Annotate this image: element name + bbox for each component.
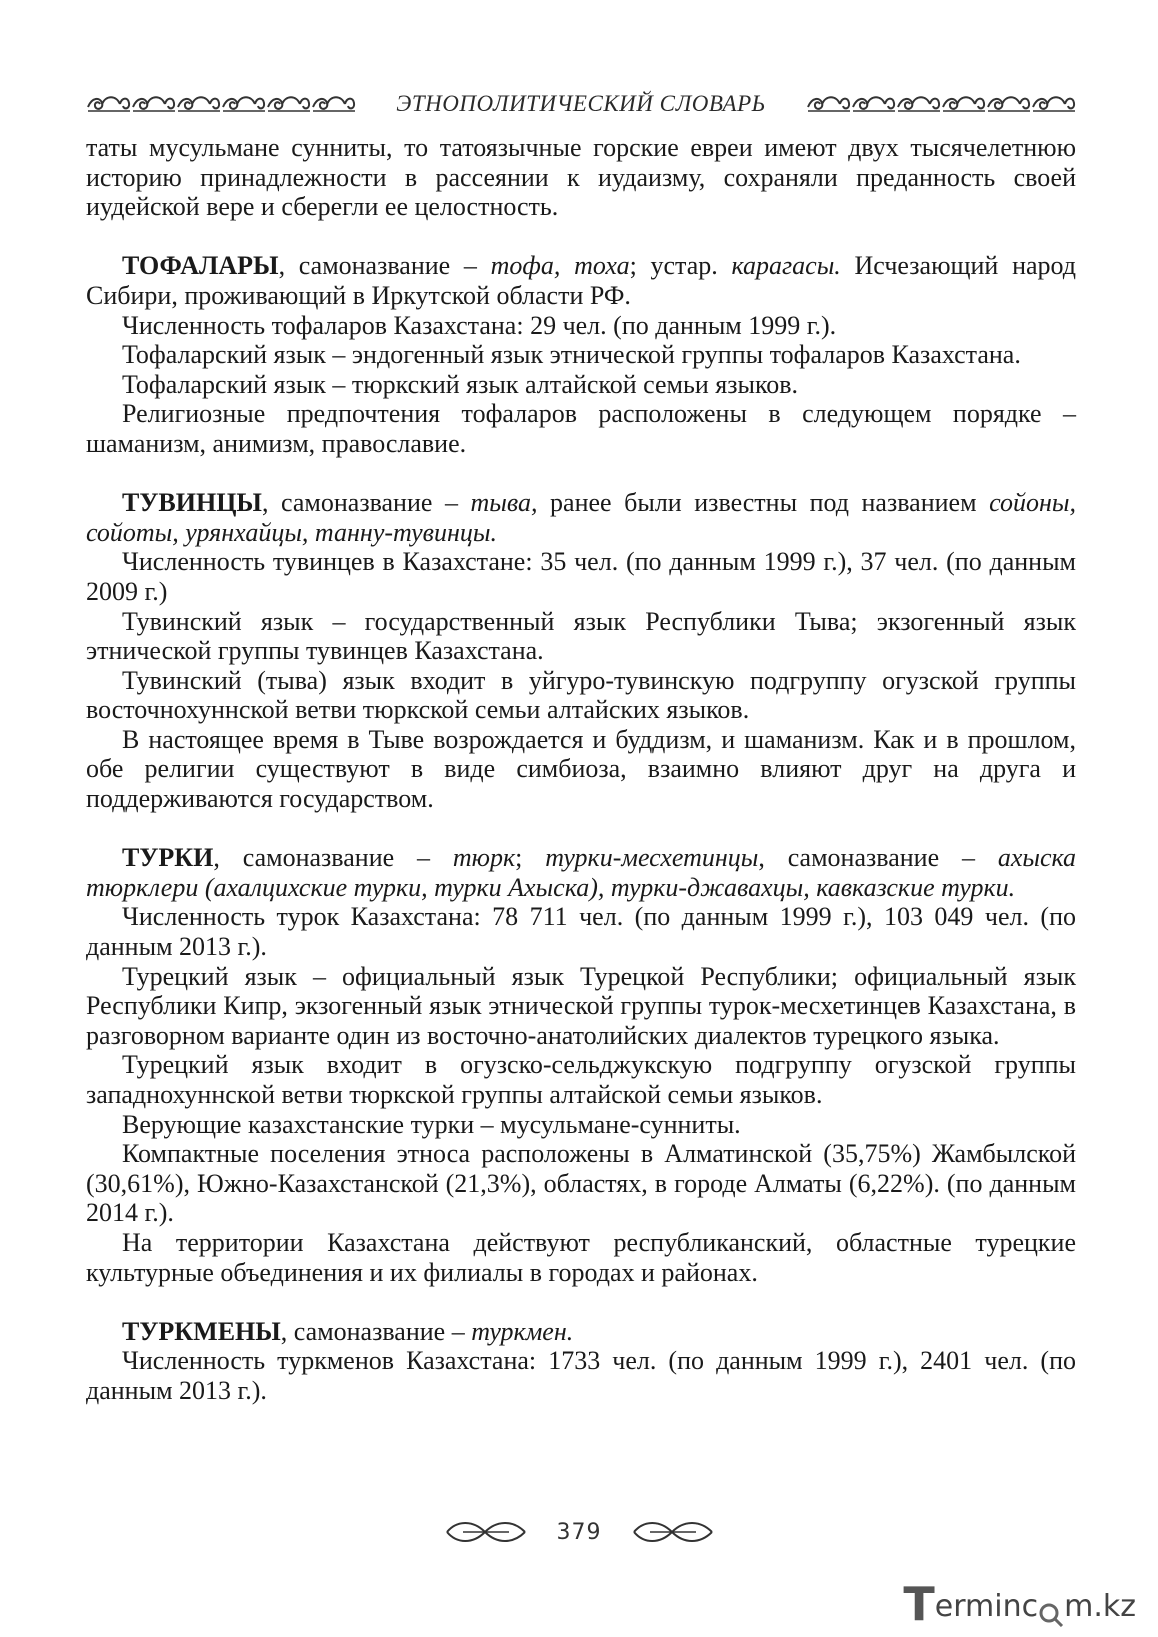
watermark-first-letter: T <box>903 1577 935 1631</box>
text-run: Численность тофаларов Казахстана: 29 чел. (по данным 1999 г.). <box>122 310 837 340</box>
paragraph <box>86 547 1076 606</box>
paragraph <box>86 962 1076 1051</box>
text-run: , самоназвание – <box>758 843 998 873</box>
scroll-ornament-icon <box>86 91 356 117</box>
text-run: , самоназвание – <box>278 251 491 281</box>
paragraph <box>86 340 1076 370</box>
dictionary-entry-heading <box>86 488 1076 547</box>
header-ornament-left <box>86 91 356 117</box>
magnifier-icon <box>1038 1597 1064 1627</box>
paragraph <box>86 311 1076 341</box>
paragraph <box>86 607 1076 666</box>
text-run: В настоящее время в Тыве возрождается и буддизм, и шаманизм. Как и в прошлом, обе религии существуют в виде симбиоза, взаимно влияют друг на друга и поддерживаются государством. <box>86 724 1076 814</box>
italic-text: туркмен. <box>471 1316 574 1346</box>
text-run: Тофаларский язык – тюркский язык алтайской семьи языков. <box>122 369 799 399</box>
text-run: Религиозные предпочтения тофаларов расположены в следующем порядке – шаманизм, анимизм, православие. <box>86 399 1076 458</box>
italic-text: ахыска тюрклери (ахалцихские турки, турки Ахыска), турки-джавахцы, кавказские турки. <box>86 843 1077 902</box>
dictionary-entry-heading <box>86 1317 1076 1347</box>
italic-text: сойоны, сойоты, урянхайцы, танну-тувинцы. <box>86 488 1076 547</box>
watermark-text: erminc <box>934 1589 1039 1624</box>
entry-term: ТУРКМЕНЫ <box>122 1316 281 1346</box>
footer-ornament-left <box>443 1517 529 1547</box>
paragraph <box>86 902 1076 961</box>
text-run: , самоназвание – <box>213 843 453 873</box>
dictionary-entry-heading <box>86 843 1076 902</box>
header-title: ЭТНОПОЛИТИЧЕСКИЙ СЛОВАРЬ <box>396 91 766 116</box>
italic-text: тыва, <box>470 488 538 518</box>
paragraph <box>86 399 1076 458</box>
running-header <box>86 86 1076 122</box>
text-run: , самоназвание – <box>261 488 471 518</box>
text-run: На территории Казахстана действуют республиканский, областные турецкие культурные объединения и их филиалы в городах и районах. <box>86 1227 1076 1287</box>
paragraph <box>86 1346 1076 1405</box>
page-footer <box>0 1512 1158 1552</box>
paragraph <box>86 666 1076 725</box>
watermark-domain: m.kz <box>1064 1589 1136 1624</box>
site-watermark <box>903 1577 1136 1631</box>
text-run: Численность туркменов Казахстана: 1733 чел. (по данным 1999 г.), 2401 чел. (по данным 2013 г.). <box>86 1346 1076 1405</box>
text-run: Компактные поселения этноса расположены в Алматинской (35,75%) Жамбылской (30,61%), Южно-Казахстанской (21,3%), областях, в городе Алматы (6,22%). (по данным 2014 г.). <box>86 1139 1076 1228</box>
text-run: таты мусульмане сунниты, то татоязычные горские евреи имеют двух тысячелетнюю историю принадлежности в рассеянии к иудаизму, сохраняли преданность своей иудейской вере и сберегли ее целостность. <box>86 133 1076 222</box>
text-run: Тувинский (тыва) язык входит в уйгуро-тувинскую подгруппу огузской группы восточнохуннской ветви тюркской семьи алтайских языков. <box>86 665 1076 725</box>
paragraph <box>86 1139 1076 1228</box>
italic-text: турки-месхетинцы <box>545 843 759 873</box>
text-run: Тофаларский язык – эндогенный язык этнической группы тофаларов Казахстана. <box>122 340 1021 370</box>
text-run: Верующие казахстанские турки – мусульмане-сунниты. <box>122 1109 741 1139</box>
text-run: Исчезающий народ Сибири, проживающий в Иркутской области РФ. <box>86 251 1076 310</box>
footer-ornament-right <box>630 1517 716 1547</box>
text-run: Турецкий язык – официальный язык Турецкой Республики; официальный язык Республики Кипр, экзогенный язык этнической группы турок-месхетинцев Казахстана, в разговорном варианте один из восточно-анатолийских диалектов турецкого языка. <box>86 961 1076 1050</box>
text-run: , самоназвание – <box>280 1316 472 1346</box>
paragraph <box>86 1050 1076 1109</box>
italic-text: тюрк <box>452 843 516 873</box>
entry-term: ТУВИНЦЫ <box>122 488 262 518</box>
article-body <box>86 133 1076 1406</box>
paragraph <box>86 1110 1076 1140</box>
entry-term: ТУРКИ <box>122 843 214 873</box>
text-run: ; <box>515 843 546 873</box>
paragraph <box>86 1228 1076 1287</box>
header-ornament-right <box>806 91 1076 117</box>
text-run: Численность тувинцев в Казахстане: 35 чел. (по данным 1999 г.), 37 чел. (по данным 2009 г.) <box>86 547 1076 606</box>
scroll-ornament-icon <box>806 91 1076 117</box>
text-run: Численность турок Казахстана: 78 711 чел. (по данным 1999 г.), 103 049 чел. (по данным 2013 г.). <box>86 902 1076 962</box>
text-run: ; устар. <box>629 251 732 281</box>
paragraph <box>86 370 1076 400</box>
paragraph <box>86 133 1076 222</box>
text-run: Турецкий язык входит в огузско-сельджукскую подгруппу огузской группы западнохуннской ветви тюркской группы алтайской семьи языков. <box>86 1050 1076 1109</box>
entry-term: ТОФАЛАРЫ <box>122 251 279 281</box>
page-number: 379 <box>556 1519 602 1545</box>
flourish-ornament-icon <box>443 1517 529 1547</box>
text-run: Тувинский язык – государственный язык Республики Тыва; экзогенный язык этнической группы тувинцев Казахстана. <box>86 606 1076 666</box>
italic-text: тофа, тоха <box>490 251 630 281</box>
dictionary-entry-heading <box>86 251 1076 310</box>
italic-text: карагасы. <box>731 251 841 281</box>
text-run: ранее были известны под названием <box>537 488 990 518</box>
flourish-ornament-icon <box>630 1517 716 1547</box>
paragraph <box>86 725 1076 814</box>
